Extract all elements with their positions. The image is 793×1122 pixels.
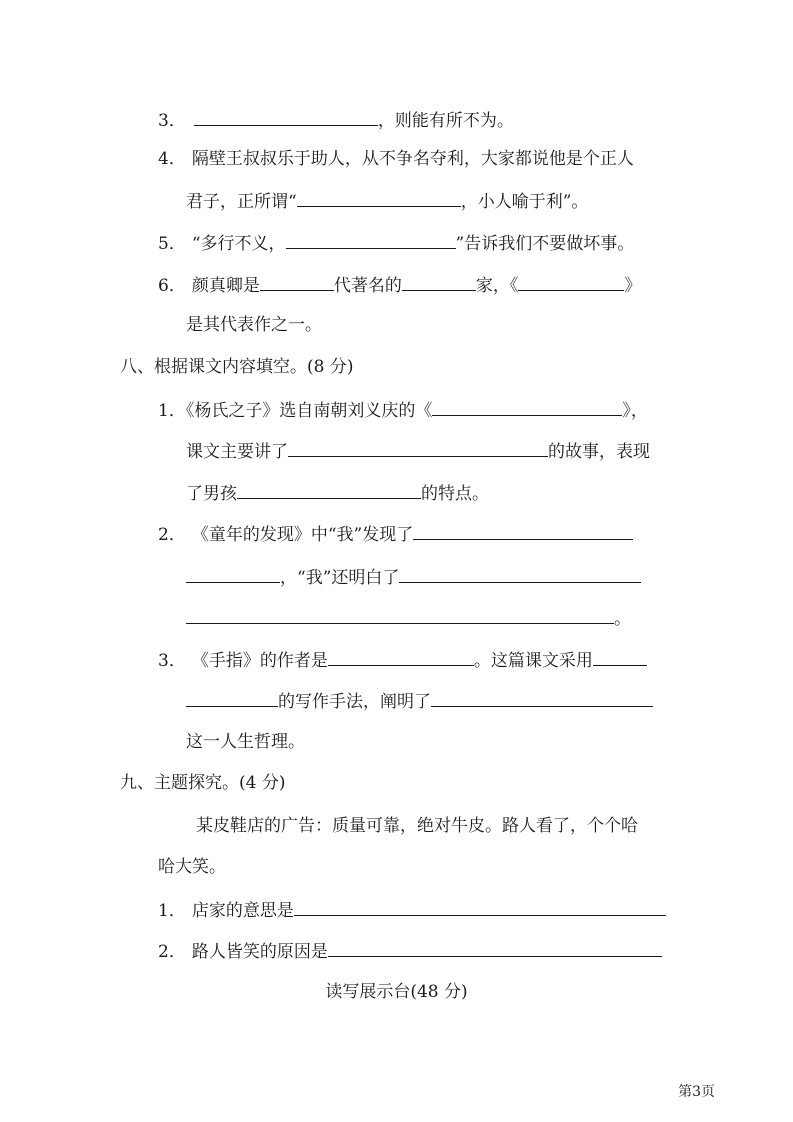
section-9-heading: 九、主题探究。(4 分) [120,773,286,793]
section-8-heading: 八、根据课文内容填空。(8 分) [120,357,354,377]
q7-6-blank-2[interactable] [402,272,476,291]
q8-2-blank-1[interactable] [413,521,633,540]
q8-1-text-a: 《杨氏之子》选自南朝刘义庆的《 [185,401,433,421]
q8-2-text-c: 。 [614,609,631,629]
q8-3-text-c: 的写作手法，阐明了 [278,692,431,712]
q8-2-text-a: 《童年的发现》中“我”发现了 [191,525,414,545]
q9-1-text: 店家的意思是 [191,901,294,921]
s9-paragraph-line1: 某皮鞋店的广告：质量可靠，绝对牛皮。路人看了，个个哈 [196,816,638,836]
q8-3-text-a: 《手指》的作者是 [191,651,328,671]
q7-4-num: 4． [158,149,186,169]
q8-3-line2 [186,688,653,714]
q8-3-num: 3． [158,651,186,671]
q7-5-text-b: ”告诉我们不要做坏事。 [455,234,635,254]
q8-2-line3 [186,605,631,631]
q7-6-line2 [186,313,322,337]
q8-3-blank-2[interactable] [593,647,647,666]
q8-3-line3 [186,730,305,754]
q9-2 [158,938,662,964]
q8-2-text-b: ，“我”还明白了 [280,568,400,588]
q9-1-num: 1． [158,901,186,921]
q7-6-text-line2: 是其代表作之一。 [186,315,322,335]
q9-2-text: 路人皆笑的原因是 [191,942,328,962]
q7-4-text2a: 君子，正所谓“ [186,192,297,212]
q7-4-blank[interactable] [297,188,461,207]
q7-6-text-a: 颜真卿是 [191,276,260,296]
q9-2-num: 2． [158,942,186,962]
q7-4-text2b: ，小人喻于利”。 [460,192,589,212]
q7-5 [158,230,634,256]
q8-3-blank-4[interactable] [431,688,653,707]
q8-2-line1 [158,521,633,547]
q8-2-blank-3[interactable] [399,564,641,583]
q7-4-line1 [158,147,634,171]
q8-1-text-f: 的特点。 [421,484,489,504]
q8-1-blank-2[interactable] [288,438,548,457]
q8-2-blank-4[interactable] [186,605,614,624]
q8-1-text-d: 的故事，表现 [548,442,650,462]
q7-6-text-b: 代著名的 [333,276,402,296]
q9-1 [158,897,666,923]
q7-5-num: 5． [158,234,186,254]
q8-3-line1 [158,647,647,673]
q8-1-line1 [158,397,648,423]
q7-5-text-a: “多行不义， [191,234,286,254]
q7-6-line1 [158,272,641,298]
q8-1-text-e: 了男孩 [186,484,237,504]
q7-3-text: ，则能有所不为。 [377,111,514,131]
q7-6-text-c: 家，《 [475,276,519,296]
q7-4-text1: 隔壁王叔叔乐于助人，从不争名夺利，大家都说他是个正人 [191,149,634,169]
q7-6-blank-1[interactable] [260,272,334,291]
q8-1-blank-1[interactable] [432,397,622,416]
q8-1-line2 [186,438,650,464]
q8-1-text-b: 》， [622,401,648,421]
q8-1-num: 1． [158,401,186,421]
q8-3-text-b: 。这篇课文采用 [473,651,593,671]
q8-2-num: 2． [158,525,186,545]
q7-4-line2 [186,188,588,214]
q9-2-blank[interactable] [328,938,662,957]
q8-3-text-d: 这一人生哲理。 [186,732,305,752]
q8-3-blank-3[interactable] [186,688,278,707]
q7-5-blank[interactable] [286,230,456,249]
q7-6-num: 6． [158,276,186,296]
q8-2-blank-2[interactable] [186,564,280,583]
q7-3-blank[interactable] [194,107,378,126]
q7-6-blank-3[interactable] [518,272,624,291]
s9-paragraph-line2: 哈大笑。 [158,857,226,877]
section-title: 读写展示台(48 分) [325,982,468,1002]
q7-6-text-d: 》 [624,276,642,296]
q8-1-text-c: 课文主要讲了 [186,442,288,462]
page-number: 第3页 [678,1084,715,1100]
q8-3-blank-1[interactable] [328,647,474,666]
q9-1-blank[interactable] [294,897,666,916]
q7-3-num: 3． [158,111,186,131]
q8-2-line2 [186,564,641,590]
q8-1-blank-3[interactable] [237,480,421,499]
q7-3 [158,107,514,133]
q8-1-line3 [186,480,489,506]
